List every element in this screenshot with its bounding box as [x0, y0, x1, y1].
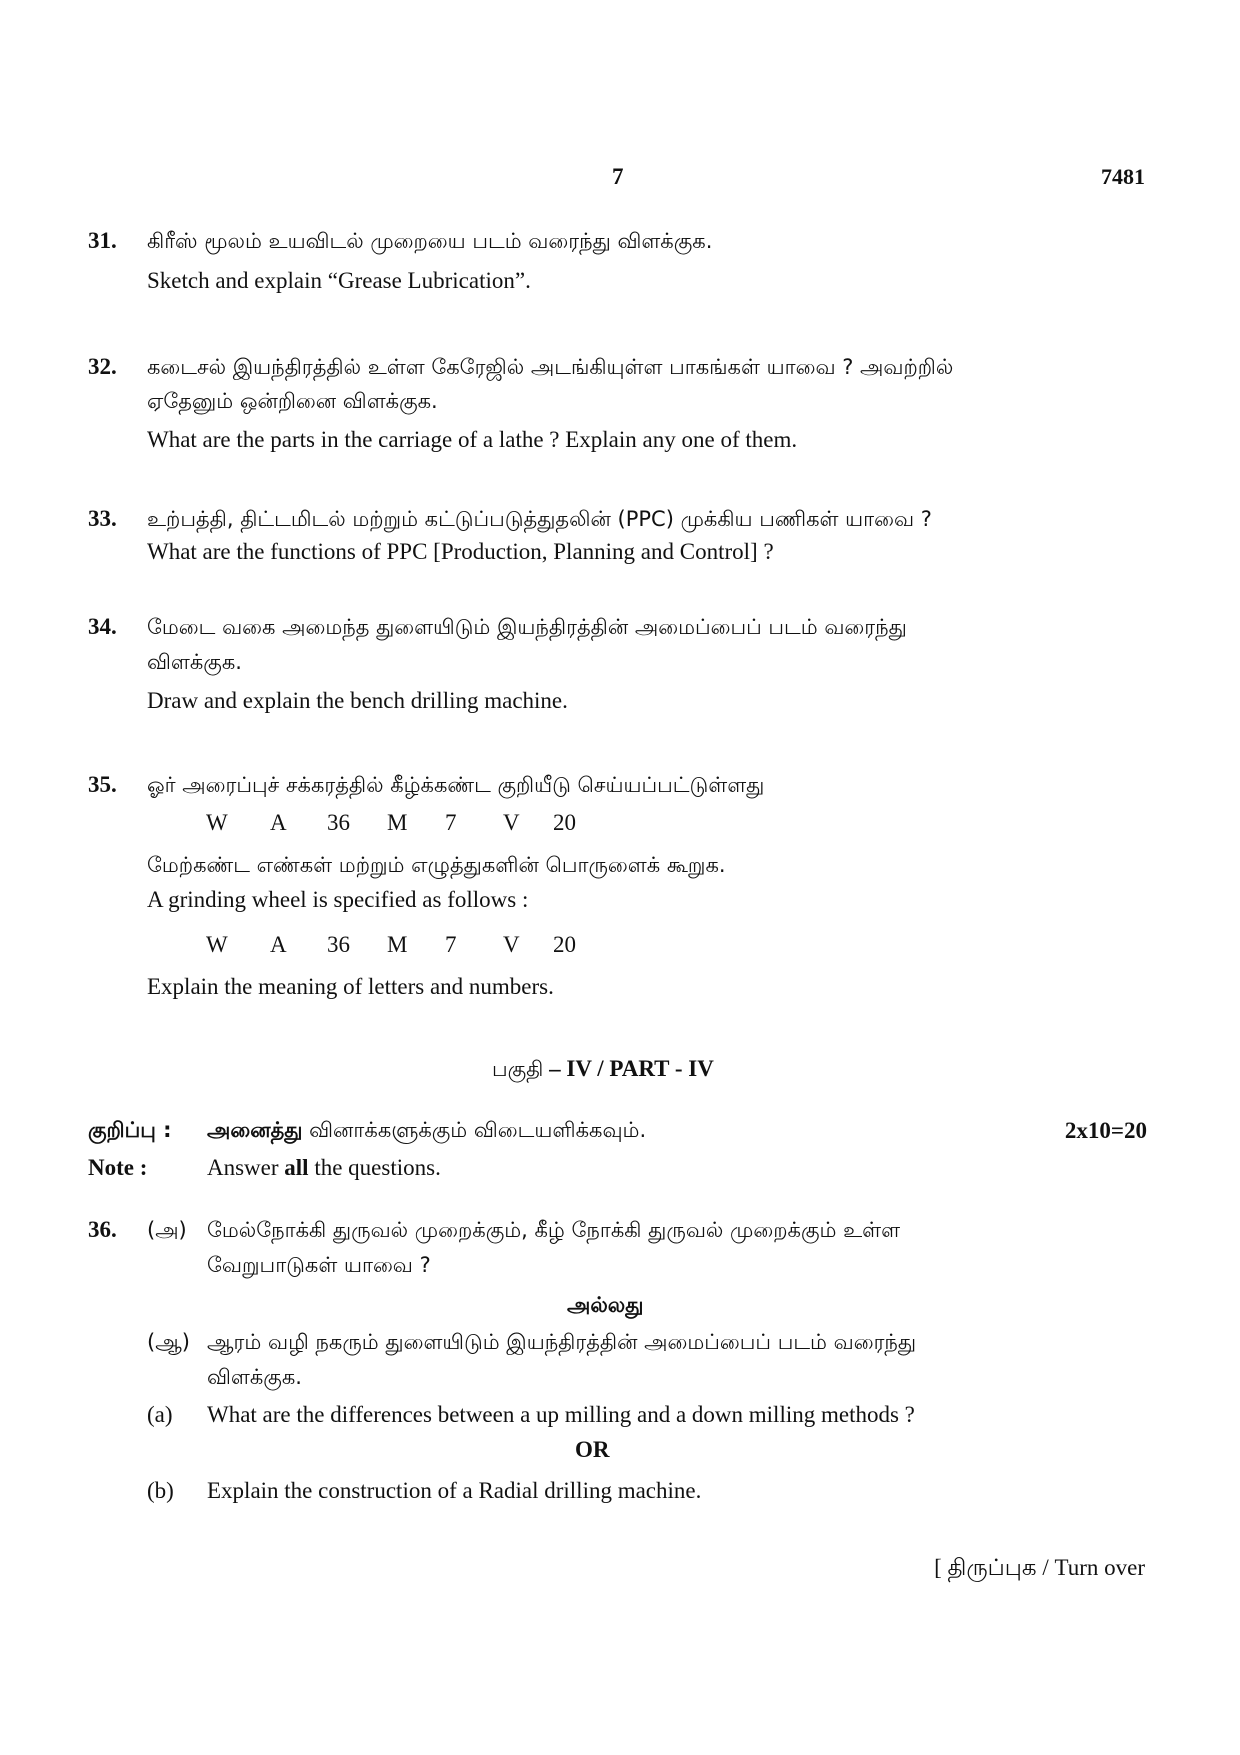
question-tamil: உற்பத்தி, திட்டமிடல் மற்றும் கட்டுப்படுத்துதலின் (PPC) முக்கிய பணிகள் யாவை ? [147, 507, 932, 531]
spec-item: V [503, 932, 520, 957]
marks-allocation: 2x10=20 [1064, 1118, 1147, 1143]
part-heading-tamil: பகுதி [492, 1057, 544, 1081]
question-tamil: கிரீஸ் மூலம் உயவிடல் முறையை படம் வரைந்து விளக்குக. [147, 229, 713, 253]
note-bold-tamil: அனைத்து [207, 1118, 303, 1142]
spec-item: V [503, 810, 520, 835]
or-english: OR [575, 1437, 610, 1462]
note-en-bold: all [284, 1155, 309, 1180]
note-label-english: Note : [88, 1155, 148, 1180]
spec-item: 7 [445, 810, 457, 835]
paper-code: 7481 [1101, 164, 1145, 189]
spec-item: M [387, 810, 408, 835]
wheel-spec-row-tamil [206, 810, 593, 836]
question-number: 35. [88, 772, 117, 797]
spec-item: A [270, 810, 287, 835]
option-a-tamil-label: (அ) [147, 1218, 187, 1242]
option-b-tamil-line-1: ஆரம் வழி நகரும் துளையிடும் இயந்திரத்தின் அமைப்பைப் படம் வரைந்து [207, 1330, 917, 1354]
option-a-tamil-line-1: மேல்நோக்கி துருவல் முறைக்கும், கீழ் நோக்கி துருவல் முறைக்கும் உள்ள [207, 1218, 901, 1242]
question-number: 32. [88, 354, 117, 379]
note-text-english [207, 1153, 441, 1183]
spec-item: M [387, 932, 408, 957]
note-label-tamil: குறிப்பு : [88, 1118, 172, 1142]
question-english-line-2: Explain the meaning of letters and numbers. [147, 974, 554, 999]
note-rest-tamil: வினாக்களுக்கும் விடையளிக்கவும். [309, 1118, 647, 1142]
spec-item: A [270, 932, 287, 957]
spec-item: 20 [553, 810, 576, 835]
spec-item: 7 [445, 932, 457, 957]
option-b-tamil-line-2: விளக்குக. [207, 1365, 302, 1389]
note-en-part-2: the questions. [314, 1155, 441, 1180]
part-heading [492, 1054, 714, 1084]
question-english: What are the functions of PPC [Production, Planning and Control] ? [147, 539, 774, 564]
question-tamil-line-2: மேற்கண்ட எண்கள் மற்றும் எழுத்துகளின் பொருளைக் கூறுக. [147, 853, 726, 877]
or-tamil: அல்லது [567, 1293, 644, 1317]
question-tamil-line-2: விளக்குக. [147, 650, 242, 674]
question-tamil-line-1: மேடை வகை அமைந்த துளையிடும் இயந்திரத்தின் அமைப்பைப் படம் வரைந்து [147, 615, 907, 639]
spec-item: 20 [553, 932, 576, 957]
option-b-english: Explain the construction of a Radial drilling machine. [207, 1478, 702, 1503]
option-a-tamil-line-2: வேறுபாடுகள் யாவை ? [207, 1253, 431, 1277]
question-english: Draw and explain the bench drilling machine. [147, 688, 568, 713]
question-english: What are the parts in the carriage of a lathe ? Explain any one of them. [147, 427, 798, 452]
option-a-label: (a) [147, 1402, 173, 1427]
spec-item: 36 [327, 932, 350, 957]
question-number: 36. [88, 1217, 117, 1242]
spec-item: W [206, 810, 228, 835]
spec-item: 36 [327, 810, 350, 835]
question-tamil-line-1: ஓர் அரைப்புச் சக்கரத்தில் கீழ்க்கண்ட குறியீடு செய்யப்பட்டுள்ளது [147, 773, 765, 797]
wheel-spec-row-english [206, 932, 593, 958]
question-number: 33. [88, 506, 117, 531]
part-heading-english: – IV / PART - IV [543, 1056, 714, 1081]
option-b-tamil-label: (ஆ) [147, 1330, 190, 1354]
page-number: 7 [612, 164, 624, 189]
question-english: Sketch and explain “Grease Lubrication”. [147, 268, 531, 293]
spec-item: W [206, 932, 228, 957]
question-number: 34. [88, 614, 117, 639]
question-english-line-1: A grinding wheel is specified as follows : [147, 887, 529, 912]
question-tamil-line-1: கடைசல் இயந்திரத்தில் உள்ள கேரேஜில் அடங்கியுள்ள பாகங்கள் யாவை ? அவற்றில் [147, 355, 954, 379]
question-number: 31. [88, 228, 117, 253]
note-en-part-1: Answer [207, 1155, 279, 1180]
question-tamil-line-2: ஏதேனும் ஒன்றினை விளக்குக. [147, 389, 438, 413]
turn-over: [ திருப்புக / Turn over [934, 1555, 1145, 1580]
option-b-label: (b) [147, 1478, 174, 1503]
option-a-english: What are the differences between a up milling and a down milling methods ? [207, 1402, 915, 1427]
note-text-tamil [207, 1115, 646, 1145]
